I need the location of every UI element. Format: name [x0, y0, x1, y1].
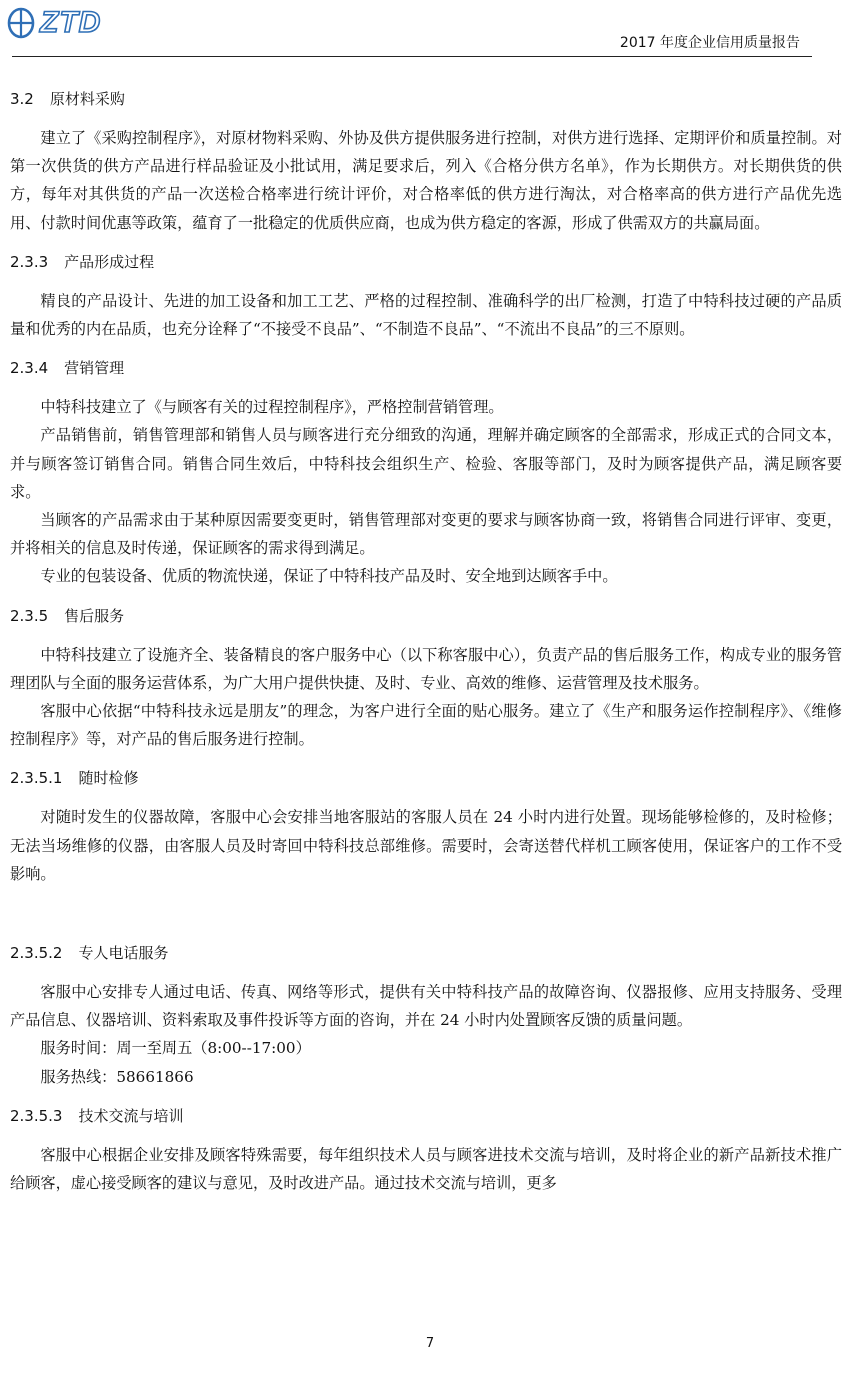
section-number: 2.3.3: [10, 252, 49, 271]
section-heading: [10, 1103, 842, 1129]
section-title: 原材料采购: [49, 90, 125, 108]
paragraph: 中特科技建立了《与顾客有关的过程控制程序》，严格控制营销管理。: [40, 398, 504, 417]
section-title: 专人电话服务: [78, 944, 169, 963]
section-title: 随时检修: [78, 769, 139, 788]
section-heading: [10, 355, 842, 381]
paragraph: 专业的包装设备、优质的物流快递，保证了中特科技产品及时、安全地到达顾客手中。: [40, 567, 618, 586]
section-title: 售后服务: [64, 606, 125, 625]
report-title: 2017 年度企业信用质量报告: [619, 35, 800, 51]
section-number: 2.3.5.1: [10, 769, 63, 788]
section-number: 2.3.5.2: [10, 944, 63, 963]
paragraph: 客服中心依据“中特科技永远是朋友”的理念，为客户进行全面的贴心服务。建立了《生产和服务运作控制程序》、《维修控制程序》等，对产品的售后服务进行控制。: [10, 702, 842, 749]
service-hotline: 服务热线：58661866: [40, 1067, 194, 1086]
paragraph: 中特科技建立了设施齐全、装备精良的客户服务中心（以下称客服中心），负责产品的售后服务工作，构成专业的服务管理团队与全面的服务运营体系，为广大用户提供快捷、及时、专业、高效的维修、运营管理及技术服务。: [10, 645, 842, 692]
section-heading: [10, 765, 842, 791]
section-title: 技术交流与培训: [78, 1106, 184, 1125]
company-logo: [6, 6, 101, 40]
section-number: 2.3.4: [10, 359, 49, 378]
service-hours: 服务时间：周一至周五（8:00--17:00）: [40, 1039, 311, 1058]
paragraph: 当顾客的产品需求由于某种原因需要变更时，销售管理部对变更的要求与顾客协商一致，将销售合同进行评审、变更，并将相关的信息及时传递，保证顾客的需求得到满足。: [10, 511, 842, 558]
paragraph: 客服中心安排专人通过电话、传真、网络等形式，提供有关中特科技产品的故障咨询、仪器报修、应用支持服务、受理产品信息、仪器培训、资料索取及事件投诉等方面的咨询，并在 24 小时内处置顾客反馈的质量问题。: [10, 983, 842, 1030]
page-number: 7: [425, 1336, 435, 1351]
header-divider: [12, 56, 812, 57]
section-heading: [10, 940, 842, 966]
section-number: 2.3.5.3: [10, 1106, 63, 1125]
section-heading: [10, 86, 842, 112]
section-number: 2.3.5: [10, 606, 49, 625]
paragraph: 精良的产品设计、先进的加工设备和加工工艺、严格的过程控制、准确科学的出厂检测，打造了中特科技过硬的产品质量和优秀的内在品质，也充分诠释了“不接受不良品”、“不制造不良品”、“不流出不良品”的三不原则。: [10, 291, 842, 339]
section-heading: [10, 603, 842, 629]
section-title: 营销管理: [64, 359, 125, 378]
document-body: [10, 86, 842, 1197]
section-heading: [10, 249, 842, 275]
section-number: 3.2: [10, 90, 34, 108]
section-title: 产品形成过程: [64, 252, 155, 271]
logo-text: ZTD: [40, 6, 102, 39]
paragraph: 产品销售前，销售管理部和销售人员与顾客进行充分细致的沟通，理解并确定顾客的全部需求，形成正式的合同文本，并与顾客签订销售合同。销售合同生效后，中特科技会组织生产、检验、客服等部门，及时为顾客提供产品，满足顾客要求。: [10, 426, 842, 501]
logo-emblem-icon: [6, 6, 36, 40]
paragraph: 建立了《采购控制程序》，对原材物料采购、外协及供方提供服务进行控制，对供方进行选择、定期评价和质量控制。对第一次供货的供方产品进行样品验证及小批试用，满足要求后，列入《合格分供方名单》，作为长期供方。对长期供货的供方，每年对其供货的产品一次送检合格率进行统计评价，对合格率低的供方进行淘汰，对合格率高的供方进行产品优先选用、付款时间优惠等政策，蕴育了一批稳定的优质供应商，也成为供方稳定的客源，形成了供需双方的共赢局面。: [10, 129, 842, 232]
paragraph: 对随时发生的仪器故障，客服中心会安排当地客服站的客服人员在 24 小时内进行处置。现场能够检修的，及时检修；无法当场维修的仪器，由客服人员及时寄回中特科技总部维修。需要时，会寄送替代样机工顾客使用，保证客户的工作不受影响。: [10, 808, 842, 883]
paragraph: 客服中心根据企业安排及顾客特殊需要，每年组织技术人员与顾客进技术交流与培训，及时将企业的新产品新技术推广给顾客，虚心接受顾客的建议与意见，及时改进产品。通过技术交流与培训，更多: [10, 1145, 842, 1193]
page-header: [0, 0, 860, 62]
